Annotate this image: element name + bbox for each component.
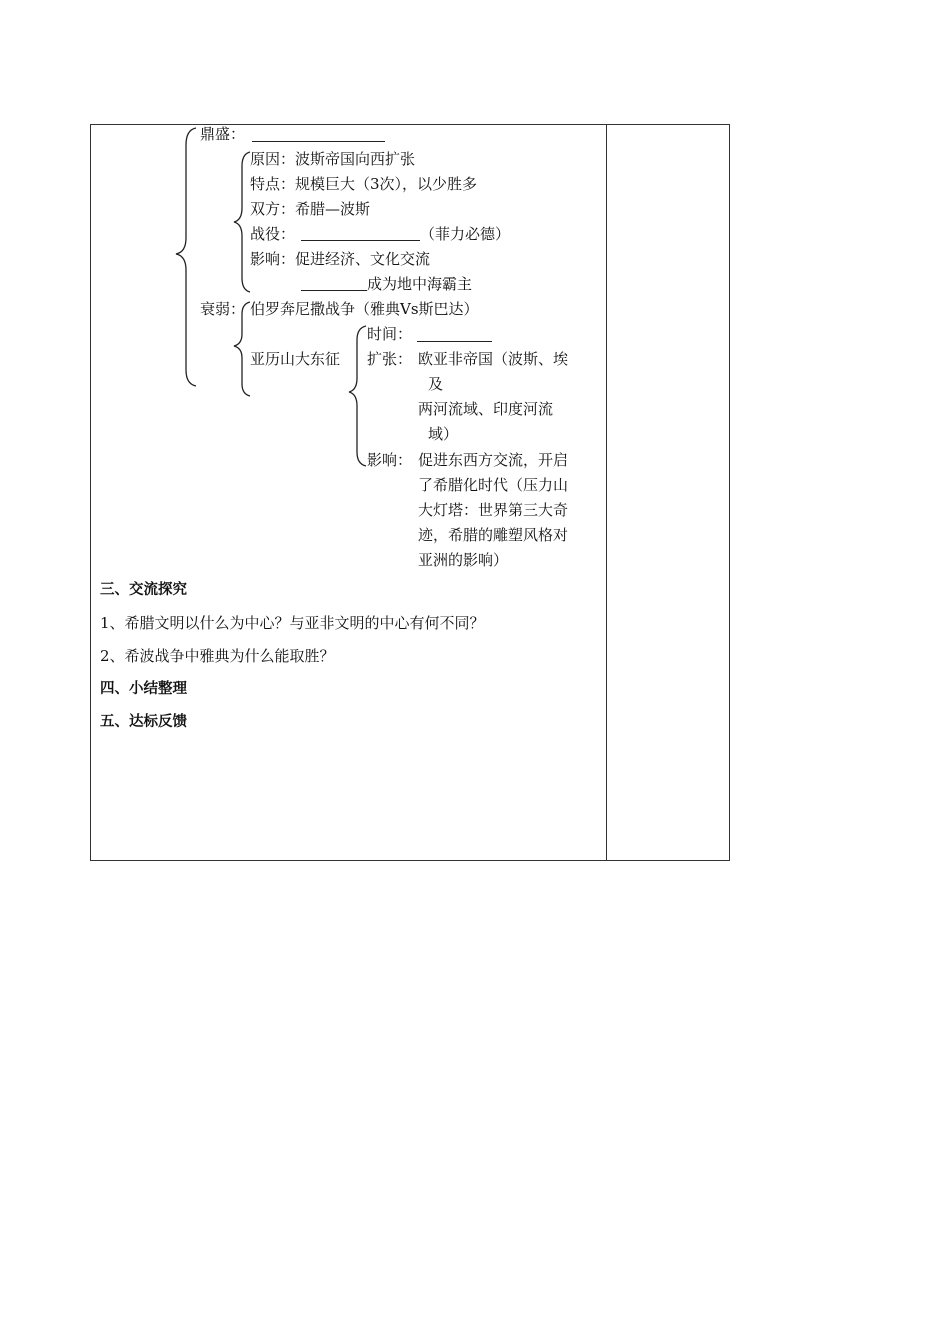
- alex-influence-label: 影响：: [367, 451, 413, 469]
- alex-expand-2: 及: [428, 375, 444, 393]
- alex-expand-label: 扩张：: [367, 350, 413, 368]
- alex-expand-3: 两河流域、印度河流: [418, 400, 554, 418]
- war-influence: 影响：促进经济、文化交流: [250, 250, 431, 268]
- war-battle-label: 战役：: [250, 225, 296, 243]
- decline-label: 衰弱：: [200, 300, 246, 318]
- war-reason: 原因：波斯帝国向西扩张: [250, 150, 416, 168]
- war-sides: 双方：希腊—波斯: [250, 200, 371, 218]
- outer-brace: [176, 128, 196, 386]
- battle-blank[interactable]: [301, 240, 420, 241]
- alex-influence-5: 亚洲的影响）: [418, 551, 509, 569]
- alex-influence-3: 大灯塔：世界第三大奇: [418, 501, 569, 519]
- influence-blank[interactable]: [301, 290, 367, 291]
- peak-label: 鼎盛：: [200, 125, 246, 143]
- alex-expand-4: 域）: [428, 425, 459, 443]
- war-battle-hint: （菲力必德）: [420, 225, 511, 243]
- question-2: 2、希波战争中雅典为什么能取胜？: [100, 647, 335, 665]
- alexander-label: 亚历山大东征: [250, 350, 341, 368]
- section-3-title: 三、交流探究: [100, 582, 187, 598]
- section-5-title: 五、达标反馈: [100, 714, 187, 730]
- alexander-brace: [349, 326, 366, 466]
- alex-time-label: 时间：: [367, 325, 413, 343]
- war-feature: 特点：规模巨大（3次），以少胜多: [250, 175, 478, 193]
- war-brace: [234, 152, 250, 292]
- section-4-title: 四、小结整理: [100, 681, 187, 697]
- question-1: 1、希腊文明以什么为中心？与亚非文明的中心有何不同？: [100, 614, 485, 632]
- peak-blank[interactable]: [252, 141, 385, 142]
- war-influence-2: 成为地中海霸主: [367, 275, 473, 293]
- alex-influence-2: 了希腊化时代（压力山: [418, 476, 569, 494]
- alex-influence-1: 促进东西方交流，开启: [418, 451, 569, 469]
- time-blank[interactable]: [417, 341, 492, 342]
- alex-expand-1: 欧亚非帝国（波斯、埃: [418, 350, 569, 368]
- alex-influence-4: 迹，希腊的雕塑风格对: [418, 526, 569, 544]
- decline-war: 伯罗奔尼撒战争（雅典Vs斯巴达）: [250, 300, 479, 318]
